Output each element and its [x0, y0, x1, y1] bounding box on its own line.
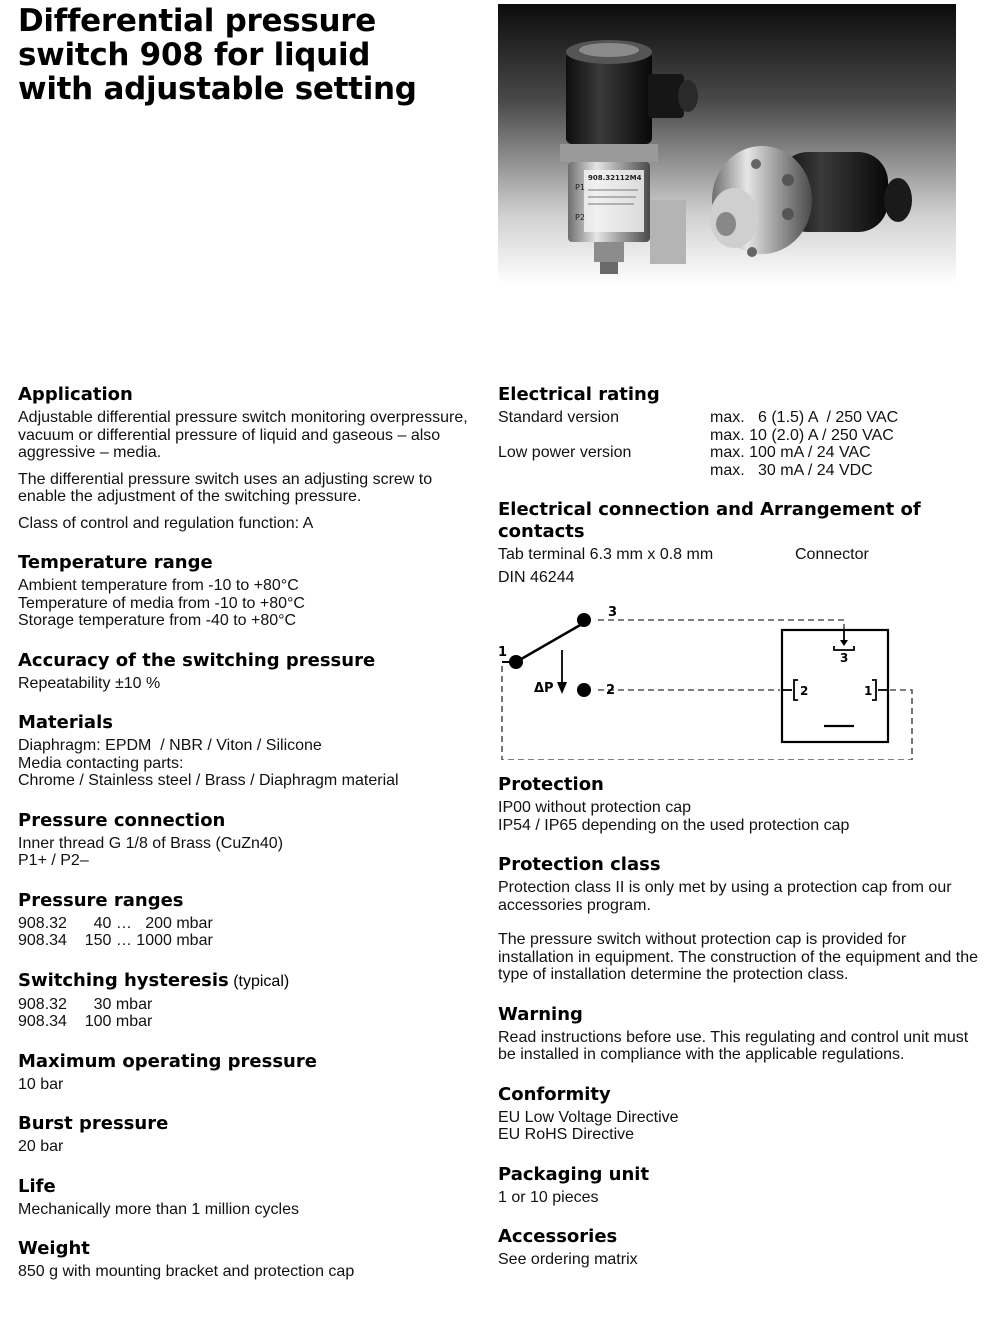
connector-pin-3: 3 [840, 651, 849, 665]
application-section [18, 384, 478, 532]
pressure-arrow-head [557, 682, 567, 694]
application-heading: Application [18, 384, 133, 405]
protection-class-section [498, 854, 978, 984]
rating-value: max. 6 (1.5) A / 250 VAC [710, 409, 899, 426]
packaging-value: 1 or 10 pieces [498, 1188, 599, 1206]
connector-pin-1: 1 [864, 684, 873, 698]
pressure-connection-thread: Inner thread G 1/8 of Brass (CuZn40) [18, 834, 284, 852]
rating-version: Standard version [498, 409, 619, 426]
delta-p-label: ΔP [534, 681, 554, 696]
max-pressure-value: 10 bar [18, 1075, 64, 1093]
max-pressure-heading: Maximum operating pressure [18, 1050, 317, 1072]
accessories-value: See ordering matrix [498, 1251, 638, 1268]
product-photo [498, 4, 956, 284]
title-line-3: with adjustable setting [18, 71, 417, 107]
connection-row [498, 546, 978, 564]
materials-section [18, 712, 478, 790]
electrical-rating-heading: Electrical rating [498, 384, 660, 405]
hysteresis-row: 908.32 30 mbar [18, 995, 153, 1013]
pressure-range-row: 908.32 40 … 200 mbar [18, 914, 213, 932]
temperature-media: Temperature of media from -10 to +80°C [18, 594, 305, 612]
connector-cap-shape [566, 52, 652, 144]
weight-value: 850 g with mounting bracket and protection cap [18, 1263, 355, 1280]
conformity-lvd: EU Low Voltage Directive [498, 1108, 679, 1126]
temperature-heading: Temperature range [18, 552, 213, 573]
life-value: Mechanically more than 1 million cycles [18, 1200, 299, 1218]
terminal-2-label: 2 [606, 683, 616, 698]
burst-pressure-heading: Burst pressure [18, 1113, 169, 1134]
product-illustration [498, 4, 956, 284]
connector-pin-2: 2 [800, 684, 809, 698]
terminal-3-label: 3 [608, 605, 618, 620]
title-line-1: Differential pressure [18, 3, 377, 39]
electrical-connection-heading: Electrical connection and Arrangement of contacts [498, 499, 921, 542]
conformity-rohs: EU RoHS Directive [498, 1126, 635, 1143]
terminal-1-label: 1 [498, 645, 508, 660]
life-heading: Life [18, 1175, 56, 1197]
accuracy-heading: Accuracy of the switching pressure [18, 649, 376, 671]
warning-heading: Warning [498, 1003, 583, 1025]
hysteresis-heading-main: Switching hysteresis [18, 969, 229, 991]
page-title [18, 4, 478, 106]
hysteresis-row: 908.34 100 mbar [18, 1013, 153, 1030]
protection-ip00: IP00 without protection cap [498, 799, 692, 816]
materials-media-label: Media contacting parts: [18, 754, 184, 772]
accuracy-section [18, 650, 478, 693]
temperature-storage: Storage temperature from -40 to +80°C [18, 612, 297, 629]
protection-class-text-1: Protection class II is only met by using a protection cap from our accessories program. [498, 879, 952, 914]
pressure-connection-ports: P1+ / P2– [18, 852, 89, 869]
port-2-label: P2 [575, 213, 585, 222]
conformity-heading: Conformity [498, 1083, 611, 1105]
materials-diaphragm: Diaphragm: EPDM / NBR / Viton / Silicone [18, 737, 322, 754]
burst-pressure-value: 20 bar [18, 1138, 64, 1155]
temperature-section [18, 552, 478, 630]
hysteresis-heading [18, 970, 478, 993]
max-pressure-section [18, 1051, 478, 1094]
hysteresis-heading-suffix: (typical) [228, 972, 290, 990]
protection-section [498, 774, 978, 834]
title-line-2: switch 908 for liquid [18, 37, 371, 73]
accessories-heading: Accessories [498, 1226, 618, 1247]
rating-version [498, 462, 710, 480]
application-text-2: The differential pressure switch uses an adjusting screw to enable the adjustment of the switching pressure. [18, 470, 433, 505]
din-standard-text: DIN 46244 [498, 568, 575, 586]
rating-version: Low power version [498, 444, 632, 461]
rating-row [498, 462, 978, 480]
hysteresis-section [18, 970, 478, 1031]
tab-terminal-text: Tab terminal 6.3 mm x 0.8 mm [498, 546, 714, 563]
right-column [498, 384, 978, 1289]
burst-pressure-section [18, 1113, 478, 1156]
weight-heading: Weight [18, 1238, 90, 1259]
connector-text: Connector [795, 546, 869, 563]
port-1-label: P1 [575, 183, 585, 192]
conformity-section [498, 1084, 978, 1144]
accuracy-value: Repeatability ±10 % [18, 674, 161, 692]
rating-row [498, 409, 978, 427]
rating-value: max. 10 (2.0) A / 250 VAC [710, 426, 894, 444]
application-text-1: Adjustable differential pressure switch monitoring overpressure, vacuum or differential pressure of liquid and gaseous – also aggressive – media. [18, 409, 468, 461]
electrical-rating-section [498, 384, 978, 479]
contact-2-dot [577, 683, 591, 697]
pressure-connection-heading: Pressure connection [18, 809, 226, 831]
life-section [18, 1176, 478, 1219]
packaging-section [498, 1164, 978, 1207]
materials-media-list: Chrome / Stainless steel / Brass / Diaphragm material [18, 772, 399, 789]
protection-class-heading: Protection class [498, 854, 661, 875]
temperature-ambient: Ambient temperature from -10 to +80°C [18, 577, 299, 594]
contact-arrangement-diagram [498, 600, 918, 760]
protection-class-text-2: The pressure switch without protection cap is provided for installation in equipment. The construction of the equipment and the type of installation determine the protection class. [498, 931, 979, 983]
switch-lever [516, 624, 582, 662]
warning-text: Read instructions before use. This regulating and control unit must be installed in compliance with the applicable regulations. [498, 1028, 969, 1063]
pressure-connection-section [18, 810, 478, 870]
rating-row [498, 427, 978, 445]
application-text-3: Class of control and regulation function: A [18, 514, 314, 532]
pressure-ranges-heading: Pressure ranges [18, 889, 184, 911]
rating-value: max. 100 mA / 24 VAC [710, 444, 871, 461]
rating-value: max. 30 mA / 24 VDC [710, 461, 873, 479]
device-label: 908.32112M4 [588, 174, 642, 182]
wire-3 [598, 620, 844, 630]
rating-version [498, 427, 710, 445]
electrical-connection-section [498, 499, 978, 760]
rating-row [498, 444, 978, 462]
pressure-ranges-section [18, 890, 478, 950]
left-column [18, 384, 478, 1301]
pressure-range-row: 908.34 150 … 1000 mbar [18, 932, 213, 949]
weight-section [18, 1238, 478, 1281]
packaging-heading: Packaging unit [498, 1163, 650, 1185]
materials-heading: Materials [18, 712, 113, 733]
protection-ip54: IP54 / IP65 depending on the used protection cap [498, 816, 850, 834]
warning-section [498, 1004, 978, 1064]
protection-heading: Protection [498, 774, 604, 795]
accessories-section [498, 1226, 978, 1269]
